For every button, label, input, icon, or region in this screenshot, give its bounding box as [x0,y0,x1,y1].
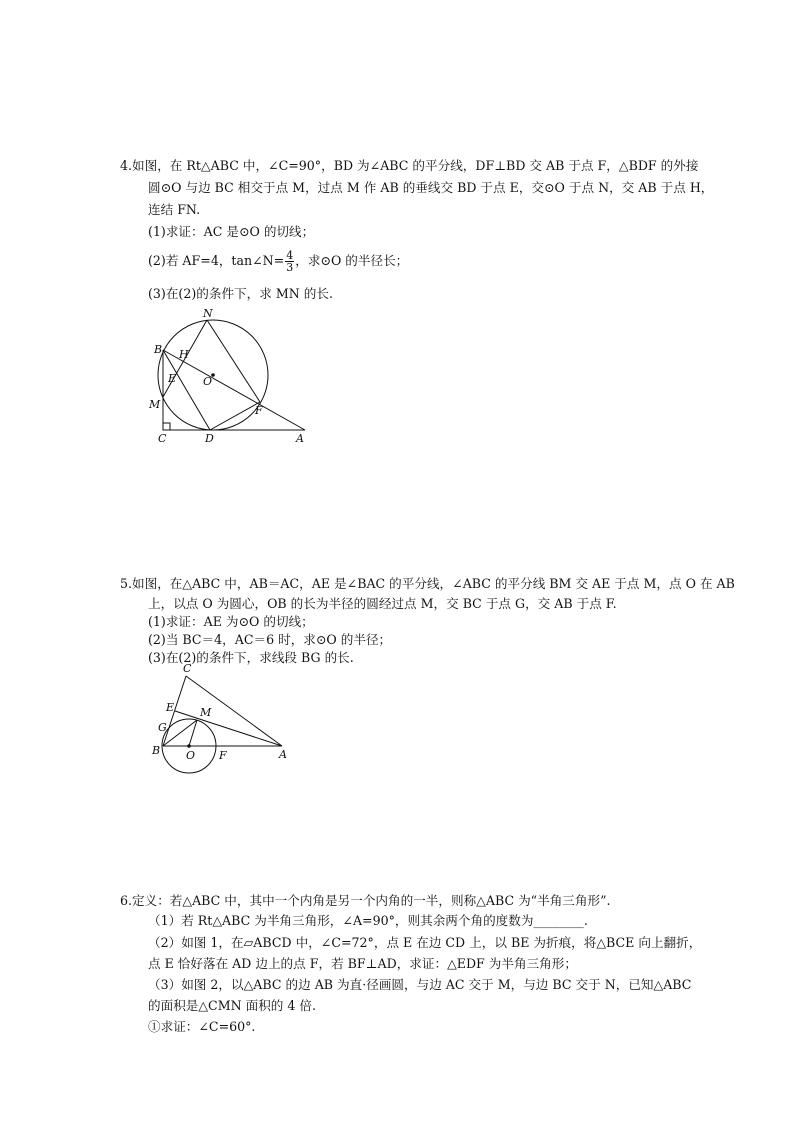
q6-part-1: （1）若 Rt△ABC 为半角三角形，∠A=90°，则其余两个角的度数为________. [148,913,588,928]
q5-label-B: B [152,744,161,757]
q4-label-C: C [158,432,167,445]
q6-part-3b: 的面积是△CMN 面积的 4 倍. [148,998,317,1013]
q5-label-A: A [279,748,287,761]
q4-label-N: N [203,307,213,320]
q4-line-1: 4.如图，在 Rt△ABC 中，∠C=90°，BD 为∠ABC 的平分线，DF⊥BD 交 AB 于点 F，△BDF 的外接 [120,158,699,173]
q4-part-2-suffix: ，求⊙O 的半径长； [295,253,409,268]
q6-part-2a: （2）如图 1，在▱ABCD 中，∠C=72°，点 E 在边 CD 上，以 BE 为折痕，将△BCE 向上翻折， [148,935,702,950]
q5-line-2: 上，以点 O 为圆心，OB 的长为半径的圆经过点 M，交 BC 于点 G，交 AB 于点 F. [148,596,617,611]
q5-line-1: 5.如图，在△ABC 中，AB＝AC，AE 是∠BAC 的平分线，∠ABC 的平分线 BM 交 AE 于点 M，点 O 在 AB [120,576,735,591]
q5-center-dot [187,744,191,748]
q4-label-D: D [205,432,214,445]
q6-line-1: 6.定义：若△ABC 中，其中一个内角是另一个内角的一半，则称△ABC 为“半角三角形”. [120,893,611,908]
q5-label-C: C [183,662,192,675]
q6-part-2b: 点 E 恰好落在 AD 边上的点 F，若 BF⊥AD，求证：△EDF 为半角三角形； [148,956,577,971]
q4-part-3: (3)在(2)的条件下，求 MN 的长. [148,286,333,301]
q4-label-O: O [203,375,213,388]
q4-label-B: B [154,343,163,356]
q4-line-3: 连结 FN. [148,202,201,217]
q4-fraction-numerator: 4 [286,249,294,262]
q4-label-F: F [255,404,263,417]
q5-part-2: (2)当 BC＝4，AC＝6 时，求⊙O 的半径； [148,632,392,647]
q5-part-1: (1)求证：AE 为⊙O 的切线； [148,614,314,629]
q4-fraction-denominator: 3 [286,261,294,274]
q4-part-1: (1)求证：AC 是⊙O 的切线； [148,224,315,239]
q4-label-H: H [179,348,189,361]
q4-line-2: 圆⊙O 与边 BC 相交于点 M，过点 M 作 AB 的垂线交 BD 于点 E，交⊙O 于点 N，交 AB 于点 H， [148,180,714,195]
q5-label-G: G [158,721,167,734]
q4-label-A: A [296,432,304,445]
q4-label-E: E [168,372,177,385]
q5-part-3: (3)在(2)的条件下，求线段 BG 的长. [148,650,354,665]
q5-segment-BM [163,720,197,746]
q5-label-O: O [186,749,196,762]
q5-label-F: F [219,749,227,762]
q4-part-2-prefix: (2)若 AF=4，tan∠N= [148,253,285,268]
q5-segment-OM [189,720,197,746]
q6-part-3c: ①求证：∠C=60°. [148,1019,256,1034]
q5-label-M: M [200,706,212,719]
q4-label-M: M [149,398,161,411]
q6-part-3a: （3）如图 2，以△ABC 的边 AB 为直·径画圆，与边 AC 交于 M，与边 BC 交于 N，已知△ABC [148,977,692,992]
q5-label-E: E [166,701,175,714]
